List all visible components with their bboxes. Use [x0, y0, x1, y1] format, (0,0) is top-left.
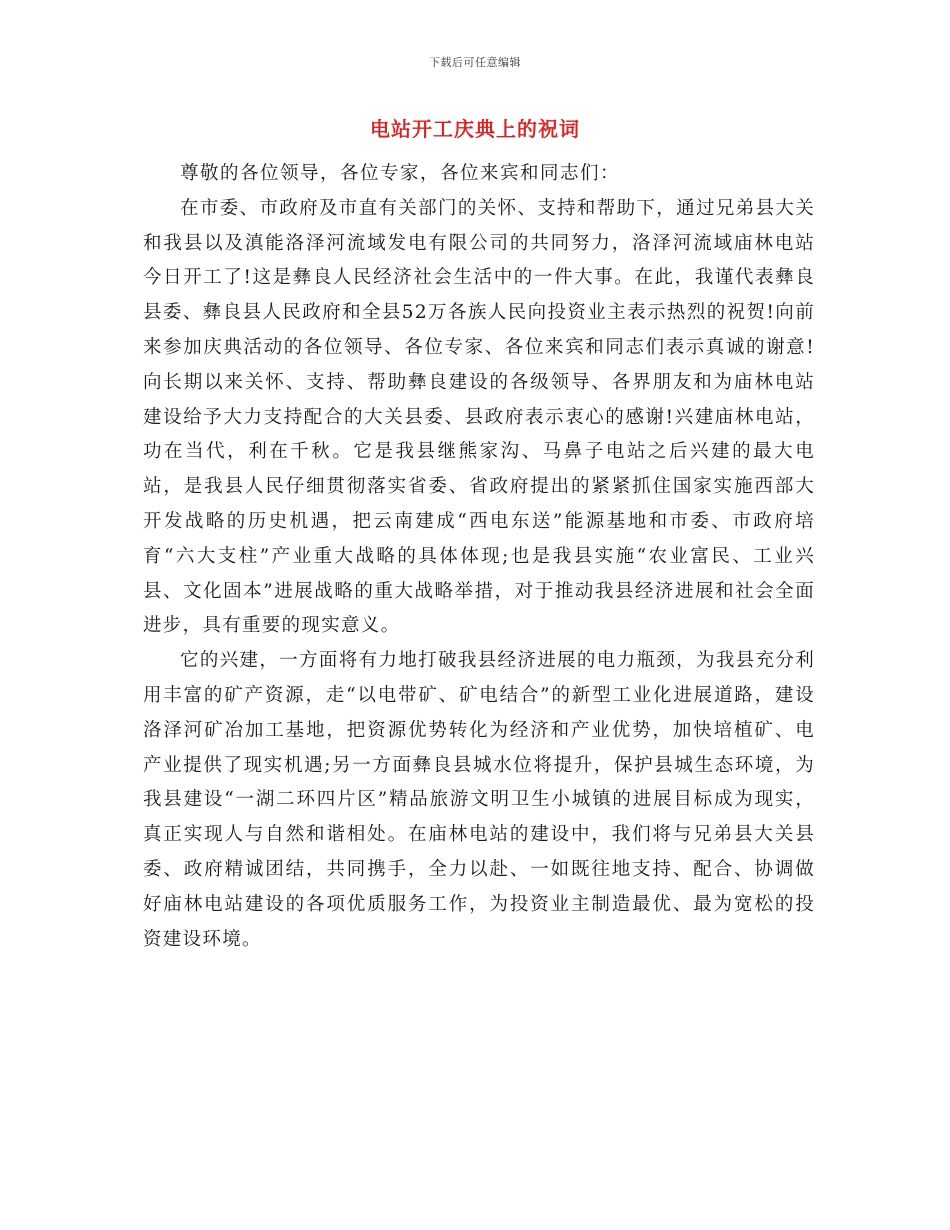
salutation: 尊敬的各位领导，各位专家，各位来宾和同志们： — [180, 163, 621, 184]
document-body — [143, 157, 815, 957]
paragraph-2: 它的兴建，一方面将有力地打破我县经济进展的电力瓶颈，为我县充分利用丰富的矿产资源，走“以电带矿、矿电结合”的新型工业化进展道路，建设洛泽河矿冶加工基地，把资源优势转化为经济和产业优势，加快培植矿、电产业提供了现实机遇;另一方面彝良县城水位将提升，保护县城生态环境，为我县建设“一湖二环四片区”精品旅游文明卫生小城镇的进展目标成为现实，真正实现人与自然和谐相处。在庙林电站的建设中，我们将与兄弟县大关县委、政府精诚团结，共同携手，全力以赴、一如既往地支持、配合、协调做好庙林电站建设的各项优质服务工作，为投资业主制造最优、最为宽松的投资建设环境。 — [143, 650, 815, 950]
document-title: 电站开工庆典上的祝词 — [370, 117, 580, 141]
paragraph-1: 在市委、市政府及市直有关部门的关怀、支持和帮助下，通过兄弟县大关和我县以及滇能洛泽河流域发电有限公司的共同努力，洛泽河流域庙林电站今日开工了!这是彝良人民经济社会生活中的一件大事。在此，我谨代表彝良县委、彝良县人民政府和全县52万各族人民向投资业主表示热烈的祝贺!向前来参加庆典活动的各位领导、各位专家、各位来宾和同志们表示真诚的谢意!向长期以来关怀、支持、帮助彝良建设的各级领导、各界朋友和为庙林电站建设给予大力支持配合的大关县委、县政府表示衷心的感谢!兴建庙林电站，功在当代，利在千秋。它是我县继熊家沟、马鼻子电站之后兴建的最大电站，是我县人民仔细贯彻落实省委、省政府提出的紧紧抓住国家实施西部大开发战略的历史机遇，把云南建成“西电东送”能源基地和市委、市政府培育“六大支柱”产业重大战略的具体体现;也是我县实施“农业富民、工业兴县、文化固本”进展战略的重大战略举措，对于推动我县经济进展和社会全面进步，具有重要的现实意义。 — [143, 197, 815, 637]
header-note: 下载后可任意编辑 — [429, 56, 521, 69]
